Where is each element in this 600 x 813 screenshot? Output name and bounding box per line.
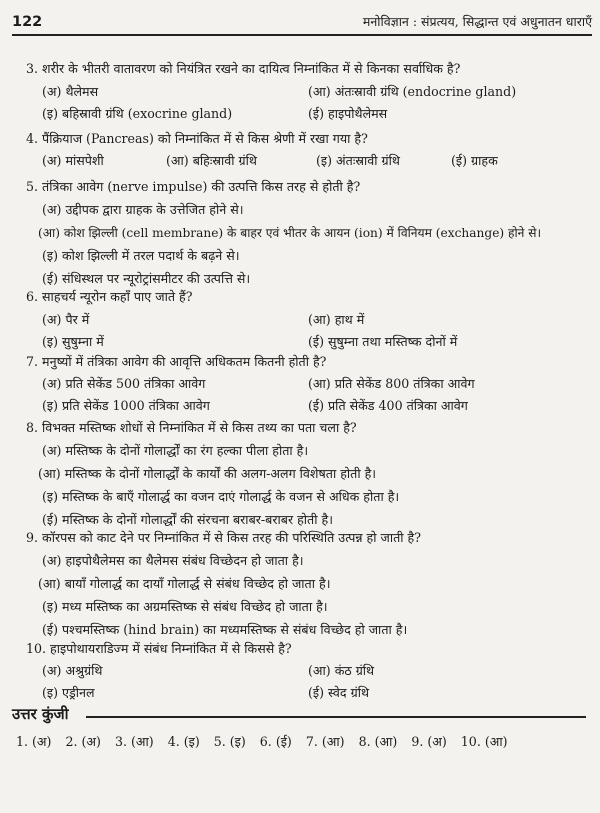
option-ii: (ई) पश्चमस्तिष्क (hind brain) का मध्यमस्तिष्क से संबंध विच्छेद हो जाता है। <box>42 622 408 637</box>
question-text: विभक्त मस्तिष्क शोधों से निम्नांकित में से किस तथ्य का पता चला है? <box>42 420 357 435</box>
question-text: हाइपोथायराडिज्म में संबंध निम्नांकित में से किससे है? <box>50 641 292 656</box>
option-i: (इ) कोश झिल्ली में तरल पदार्थ के बढ़ने से। <box>42 248 240 263</box>
option-a: (अ) उद्दीपक द्वारा ग्राहक के उत्तेजित होने से। <box>42 202 244 217</box>
answer-item: 5. (इ) <box>213 734 246 749</box>
option-i: (इ) सुषुम्ना में <box>42 334 104 349</box>
answer-item: 4. (इ) <box>167 734 200 749</box>
question-number: 3. <box>26 61 39 76</box>
question-text: साहचर्य न्यूरोन कहाँ पाए जाते हैं? <box>42 289 193 304</box>
question-text: शरीर के भीतरी वातावरण को नियंत्रित रखने का दायित्व निम्नांकित में से किनका सर्वाधिक है? <box>42 61 461 76</box>
option-ii: (ई) ग्राहक <box>451 153 498 168</box>
option-ii: (ई) हाइपोथैलेमस <box>308 106 388 121</box>
answer-key-heading: उत्तर कुंजी <box>12 705 69 723</box>
option-i: (इ) प्रति सेकेंड 1000 तंत्रिका आवेग <box>42 398 210 413</box>
option-a: (अ) अश्रुग्रंथि <box>42 663 103 678</box>
question-text: कॉरपस को काट देने पर निम्नांकित में से किस तरह की परिस्थिति उत्पन्न हो जाती है? <box>42 530 421 545</box>
option-i: (इ) मस्तिष्क के बाएँ गोलार्द्ध का वजन दाएं गोलार्द्ध के वजन से अधिक होता है। <box>42 489 400 504</box>
running-title: मनोविज्ञान : संप्रत्यय, सिद्धान्त एवं अधुनातन धाराएँ <box>362 14 592 29</box>
answer-key-list <box>16 733 592 750</box>
option-ii: (ई) संधिस्थल पर न्यूरोट्रांसमीटर की उत्पत्ति से। <box>42 271 251 286</box>
option-aa: (आ) हाथ में <box>308 312 365 327</box>
option-aa: (आ) बहिःस्रावी ग्रंथि <box>166 153 257 168</box>
answer-item: 1. (अ) <box>16 734 52 749</box>
option-aa: (आ) प्रति सेकेंड 800 तंत्रिका आवेग <box>308 376 475 391</box>
option-i: (इ) बहिस्रावी ग्रंथि (exocrine gland) <box>42 106 233 121</box>
answer-item: 2. (अ) <box>65 734 101 749</box>
question-text: मनुष्यों में तंत्रिका आवेग की आवृत्ति अधिकतम कितनी होती है? <box>42 354 327 369</box>
option-ii: (ई) प्रति सेकेंड 400 तंत्रिका आवेग <box>308 398 468 413</box>
option-i: (इ) अंतःस्रावी ग्रंथि <box>316 153 400 168</box>
answer-item: 3. (आ) <box>114 734 154 749</box>
answer-item: 8. (आ) <box>358 734 398 749</box>
option-ii: (ई) स्वेद ग्रंथि <box>308 685 370 700</box>
answer-item: 10. (आ) <box>460 734 508 749</box>
option-a: (अ) हाइपोथैलेमस का थैलेमस संबंध विच्छेदन हो जाता है। <box>42 553 304 568</box>
option-aa: (आ) कंठ ग्रंथि <box>308 663 375 678</box>
option-aa: (आ) अंतःस्रावी ग्रंथि (endocrine gland) <box>308 84 517 99</box>
answer-item: 9. (अ) <box>411 734 447 749</box>
answer-key-divider <box>86 716 586 718</box>
question-number: 10. <box>26 641 47 656</box>
question-number: 4. <box>26 131 39 146</box>
question-number: 8. <box>26 420 39 435</box>
option-a: (अ) मांसपेशी <box>42 153 104 168</box>
question-number: 5. <box>26 179 39 194</box>
question-text: तंत्रिका आवेग (nerve impulse) की उत्पत्ति किस तरह से होती है? <box>42 179 361 194</box>
option-a: (अ) थैलेमस <box>42 84 99 99</box>
option-a: (अ) मस्तिष्क के दोनों गोलार्द्धों का रंग हल्का पीला होता है। <box>42 443 309 458</box>
answer-item: 7. (आ) <box>305 734 345 749</box>
page-header <box>12 8 592 36</box>
question-number: 6. <box>26 289 39 304</box>
option-aa: (आ) कोश झिल्ली (cell membrane) के बाहर एवं भीतर के आयन (ion) में विनियम (exchange) होने से। <box>38 226 542 240</box>
option-aa: (आ) बायाँ गोलार्द्ध का दायाँ गोलार्द्ध से संबंध विच्छेद हो जाता है। <box>38 576 331 591</box>
question-text: पैंक्रियाज (Pancreas) को निम्नांकित में से किस श्रेणी में रखा गया है? <box>42 131 368 146</box>
option-i: (इ) एड्रीनल <box>42 685 95 700</box>
question-number: 9. <box>26 530 39 545</box>
option-a: (अ) पैर में <box>42 312 90 327</box>
option-aa: (आ) मस्तिष्क के दोनों गोलार्द्धों के कार्यों की अलग-अलग विशेषता होती है। <box>38 466 377 481</box>
question-number: 7. <box>26 354 39 369</box>
page-number: 122 <box>12 14 43 30</box>
option-ii: (ई) सुषुम्ना तथा मस्तिष्क दोनों में <box>308 334 458 349</box>
answer-item: 6. (ई) <box>259 734 292 749</box>
option-ii: (ई) मस्तिष्क के दोनों गोलार्द्धों की संरचना बराबर-बराबर होती है। <box>42 512 333 527</box>
option-i: (इ) मध्य मस्तिष्क का अग्रमस्तिष्क से संबंध विच्छेद हो जाता है। <box>42 599 328 614</box>
option-a: (अ) प्रति सेकेंड 500 तंत्रिका आवेग <box>42 376 206 391</box>
